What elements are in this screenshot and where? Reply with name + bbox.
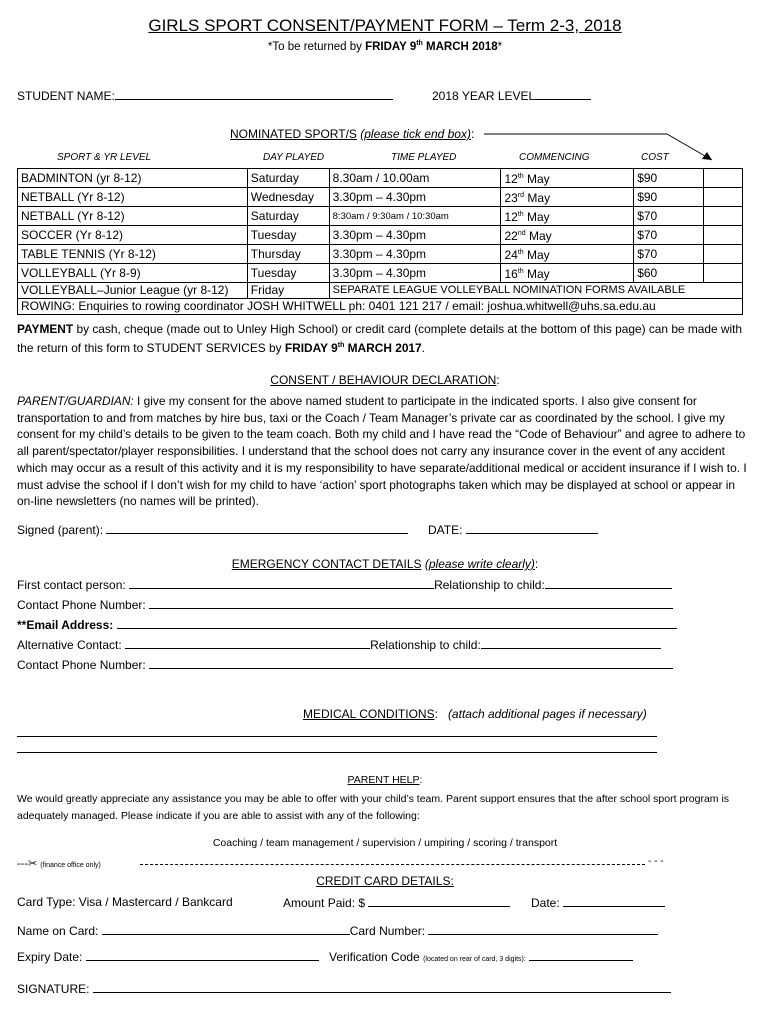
sport-day: Tuesday bbox=[247, 226, 329, 245]
alternative-contact-input[interactable] bbox=[125, 637, 370, 649]
consent-declaration: PARENT/GUARDIAN: I give my consent for the above named student to participate in the indicated sports. I also give consent for transportation to and from matches by hire bus, taxi or the Coach / Team Manager’s private car as coordinated by the school. I give my consent for my child’s details to be given to the team coach. Both my child and I have read the “Code of Behaviour” and agree to adhere to all parent/spectator/player responsibilities. I understand that the school does not carry any insurance cover in the event of any accident which may occur as a result of this activity and it is my responsibility to have separate/additional medical or accident insurance if I wish to. I must advise the school if I don’t wish for my child to have ‘action’ sport photographs taken which may be displayed at school or appear in on-line newsletters (no names will be printed). bbox=[17, 394, 747, 509]
tick-box[interactable] bbox=[704, 226, 743, 245]
sport-cost: $70 bbox=[634, 207, 704, 226]
emergency-heading: EMERGENCY CONTACT DETAILS (please write clearly): bbox=[231, 557, 539, 571]
signature-row: SIGNATURE: bbox=[17, 981, 671, 996]
sport-commencing: 24th May bbox=[501, 245, 634, 264]
amount-paid-input[interactable] bbox=[368, 895, 510, 907]
year-level-input[interactable] bbox=[535, 88, 591, 100]
student-name-input[interactable] bbox=[115, 88, 393, 100]
sport-time: 3.30pm – 4.30pm bbox=[329, 226, 501, 245]
sport-row bbox=[18, 169, 743, 188]
student-name-row bbox=[17, 88, 393, 103]
relationship-input[interactable] bbox=[545, 577, 672, 589]
sport-commencing: 22nd May bbox=[501, 226, 634, 245]
col-header-sport: SPORT & YR LEVEL bbox=[57, 152, 152, 163]
col-header-day: DAY PLAYED bbox=[263, 152, 325, 163]
medical-line-2[interactable] bbox=[17, 752, 657, 753]
sport-day: Thursday bbox=[247, 245, 329, 264]
sport-time: 8.30am / 10.00am bbox=[329, 169, 501, 188]
consent-heading: CONSENT / BEHAVIOUR DECLARATION: bbox=[270, 373, 500, 387]
parent-signature-input[interactable] bbox=[106, 522, 408, 534]
sport-day: Saturday bbox=[247, 169, 329, 188]
contact-phone2-input[interactable] bbox=[149, 657, 673, 669]
card-type[interactable]: Card Type: Visa / Mastercard / Bankcard bbox=[17, 895, 233, 909]
expiry-row: Expiry Date: bbox=[17, 949, 319, 964]
name-on-card-row: Name on Card: Card Number: bbox=[17, 923, 658, 938]
sport-name: TABLE TENNIS (Yr 8-12) bbox=[18, 245, 248, 264]
page-title: GIRLS SPORT CONSENT/PAYMENT FORM – Term 2-3, 2018 bbox=[148, 16, 622, 35]
tick-box[interactable] bbox=[704, 207, 743, 226]
consent-date-input[interactable] bbox=[466, 522, 598, 534]
col-header-commencing: COMMENCING bbox=[519, 152, 590, 163]
cut-line: ---✂ (finance office only) bbox=[17, 858, 101, 870]
return-deadline: *To be returned by FRIDAY 9th MARCH 2018* bbox=[267, 40, 503, 53]
sport-time: 3.30pm – 4.30pm bbox=[329, 245, 501, 264]
sport-name: BADMINTON (yr 8-12) bbox=[18, 169, 248, 188]
cut-dashes bbox=[140, 864, 645, 865]
col-header-cost: COST bbox=[641, 152, 669, 163]
expiry-input[interactable] bbox=[86, 949, 319, 961]
card-date-input[interactable] bbox=[563, 895, 665, 907]
parent-help-options[interactable]: Coaching / team management / supervision / umpiring / scoring / transport bbox=[212, 837, 558, 849]
tick-box[interactable] bbox=[704, 188, 743, 207]
sport-time: 8:30am / 9:30am / 10:30am bbox=[329, 207, 501, 226]
sports-table bbox=[17, 168, 743, 315]
credit-card-heading: CREDIT CARD DETAILS: bbox=[316, 874, 454, 888]
verification-input[interactable] bbox=[529, 949, 633, 961]
tick-box[interactable] bbox=[704, 169, 743, 188]
sport-day: Saturday bbox=[247, 207, 329, 226]
sport-row bbox=[18, 188, 743, 207]
verification-row: Verification Code (located on rear of card, 3 digits): bbox=[329, 949, 633, 964]
email-input[interactable] bbox=[117, 617, 677, 629]
first-contact-input[interactable] bbox=[129, 577, 434, 589]
parent-help-text: We would greatly appreciate any assistance you may be able to offer with your child’s team. Parent support ensures that the after school sport program is adequately managed. Please indicate if you are able to assist with any of the following: bbox=[17, 793, 730, 822]
cut-line-end: - - - bbox=[648, 856, 664, 867]
sport-name: SOCCER (Yr 8-12) bbox=[18, 226, 248, 245]
sport-cost: $60 bbox=[634, 264, 704, 283]
contact-phone-row: Contact Phone Number: bbox=[17, 597, 673, 612]
tick-box[interactable] bbox=[704, 245, 743, 264]
rowing-row: ROWING: Enquiries to rowing coordinator JOSH WHITWELL ph: 0401 121 217 / email: joshua.whitwell@uhs.sa.edu.au bbox=[18, 299, 743, 315]
tick-box[interactable] bbox=[704, 264, 743, 283]
scissors-icon: ---✂ bbox=[17, 858, 38, 870]
contact-phone2-row: Contact Phone Number: bbox=[17, 657, 673, 672]
payment-info: PAYMENT by cash, cheque (made out to Unley High School) or credit card (complete details at the bottom of this page) can be made with the return of this form to STUDENT SERVICES by FRIDAY 9th MARCH 2017. bbox=[17, 322, 743, 355]
name-on-card-input[interactable] bbox=[102, 923, 350, 935]
contact-phone-input[interactable] bbox=[149, 597, 673, 609]
sport-commencing: 12th May bbox=[501, 207, 634, 226]
nominated-sports-label: NOMINATED SPORT/S (please tick end box): bbox=[230, 127, 475, 141]
sport-row bbox=[18, 264, 743, 283]
sport-time: 3.30pm – 4.30pm bbox=[329, 188, 501, 207]
sport-day: Wednesday bbox=[247, 188, 329, 207]
sport-name: VOLLEYBALL (Yr 8-9) bbox=[18, 264, 248, 283]
sport-row bbox=[18, 245, 743, 264]
email-row: **Email Address: bbox=[17, 617, 677, 632]
sport-day: Tuesday bbox=[247, 264, 329, 283]
card-date-row: Date: bbox=[531, 895, 665, 910]
sport-row bbox=[18, 207, 743, 226]
sport-cost: $90 bbox=[634, 169, 704, 188]
sport-name: NETBALL (Yr 8-12) bbox=[18, 188, 248, 207]
relationship2-input[interactable] bbox=[481, 637, 661, 649]
parent-help-heading: PARENT HELP: bbox=[347, 774, 423, 786]
sport-cost: $70 bbox=[634, 245, 704, 264]
sport-cost: $70 bbox=[634, 226, 704, 245]
sport-row bbox=[18, 226, 743, 245]
sport-commencing: 12th May bbox=[501, 169, 634, 188]
sport-time: 3.30pm – 4.30pm bbox=[329, 264, 501, 283]
sport-commencing: 16th May bbox=[501, 264, 634, 283]
sport-name: NETBALL (Yr 8-12) bbox=[18, 207, 248, 226]
alternative-contact-row: Alternative Contact: Relationship to child: bbox=[17, 637, 661, 652]
amount-paid-row: Amount Paid: $ bbox=[283, 895, 510, 910]
col-header-time: TIME PLAYED bbox=[391, 152, 457, 163]
year-level-row bbox=[432, 88, 591, 103]
sport-cost: $90 bbox=[634, 188, 704, 207]
student-name-label: STUDENT NAME: bbox=[17, 89, 115, 103]
year-level-label: 2018 YEAR LEVEL bbox=[432, 89, 536, 103]
consent-date-row: DATE: bbox=[428, 522, 598, 537]
medical-heading: MEDICAL CONDITIONS: (attach additional pages if necessary) bbox=[303, 707, 647, 721]
medical-line-1[interactable] bbox=[17, 736, 657, 737]
first-contact-row: First contact person: Relationship to child: bbox=[17, 577, 672, 592]
card-number-input[interactable] bbox=[428, 923, 658, 935]
sport-commencing: 23rd May bbox=[501, 188, 634, 207]
signature-input[interactable] bbox=[93, 981, 671, 993]
parent-signature-row: Signed (parent): bbox=[17, 522, 408, 537]
sport-row-volleyball-junior: VOLLEYBALL–Junior League (yr 8-12) Friday SEPARATE LEAGUE VOLLEYBALL NOMINATION FORMS AVAILABLE bbox=[18, 283, 743, 299]
